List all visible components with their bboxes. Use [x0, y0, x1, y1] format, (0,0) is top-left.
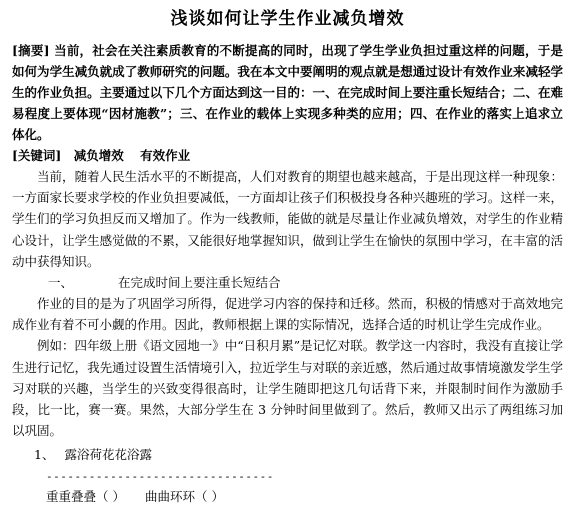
section-number: 一、 [48, 275, 74, 291]
exercise-divider: -------------------------------- [46, 470, 274, 484]
keyword-item: 减负增效 [73, 148, 124, 163]
keywords-line [12, 145, 563, 166]
abstract-paragraph: [摘要] 当前，社会在关注素质教育的不断提高的同时，出现了学生学业负担过重这样的问题，于是如何为学生减负就成了教师研究的问题。我在本文中要阐明的观点就是想通过设计有效作业来减轻学生的作业负担。主要通过以下几个方面达到这一目的：一、在完成时间上要注重长短结合；二、在难易程度上要体现“因材施教”；三、在作业的载体上实现多种类的应用；四、在作业的落实上追求立体化。 [12, 43, 563, 142]
keywords-label: [关键词] [12, 148, 62, 163]
section-heading [12, 272, 563, 293]
fill-blank-item: 曲曲环环（ ） [144, 489, 224, 505]
document-title: 浅谈如何让学生作业减负增效 [170, 9, 405, 29]
fill-blank-item: 重重叠叠（ ） [46, 489, 125, 505]
exercise-blanks [12, 487, 563, 507]
exercise-number: 1、 [34, 447, 55, 463]
exercise-title [12, 444, 563, 465]
example-paragraph: 例如：四年级上册《语文园地一》中“日积月累”是记忆对联。教学这一内容时，我没有直接让学生进行记忆，我先通过设置生活情境引入，拉近学生与对联的亲近感，然后通过故事情境激发学生学习对联的兴趣，当学生的兴致变得很高时，让学生随即把这几句话背下来，并限制时间作为激励手段，比一比，赛一赛。果然，大部分学生在 3 分钟时间里做到了。然后，教师又出示了两组练习加以巩固。 [12, 338, 563, 439]
body-paragraph: 作业的目的是为了巩固学习所得，促进学习内容的保持和迁移。然而，积极的情感对于高效地完成作业有着不可小觑的作用。因此，教师根据上课的实际情况，选择合适的时机让学生完成作业。 [12, 296, 563, 333]
intro-paragraph: 当前，随着人民生活水平的不断提高，人们对教育的期望也越来越高，于是出现这样一种现象：一方面家长要求学校的作业负担要减低，一方面却让孩子们积极投身各种兴趣班的学习。这样一来，学生们的学习负担反而又增加了。作为一线教师，能做的就是尽量让作业减负增效，对学生的作业精心设计，让学生感觉做的不累，又能很好地掌握知识，做到让学生在愉快的氛围中学习，在丰富的活动中获得知识。 [12, 169, 563, 269]
section-heading-text: 在完成时间上要注重长短结合 [118, 275, 281, 291]
keyword-item: 有效作业 [140, 148, 191, 163]
exercise-title-text: 露浴荷花花浴露 [64, 447, 152, 463]
